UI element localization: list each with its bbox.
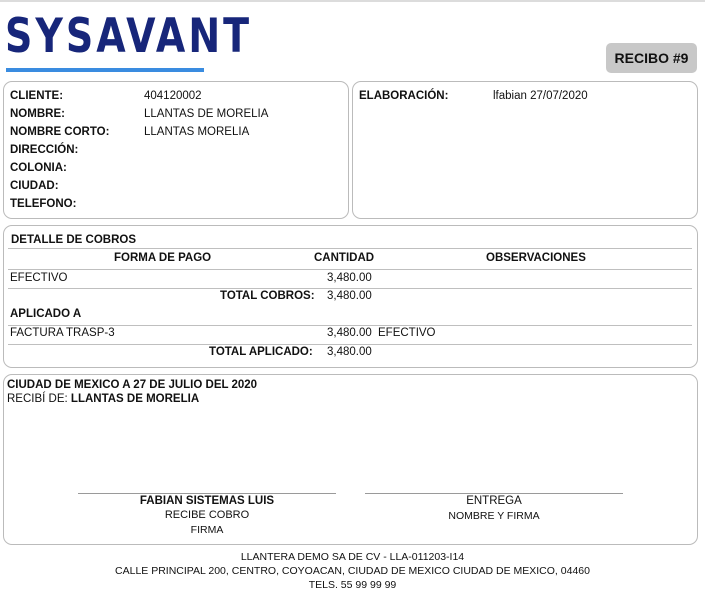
colonia-row <box>4 159 344 177</box>
nombre-row <box>4 105 344 123</box>
nombre-label: NOMBRE: <box>10 108 65 120</box>
company-logo <box>5 8 253 70</box>
signature-line-right <box>365 493 623 494</box>
detalle-title: DETALLE DE COBROS <box>11 234 137 246</box>
signature-left-role: RECIBE COBRO <box>164 509 250 521</box>
divider <box>8 248 692 249</box>
direccion-row <box>4 141 344 159</box>
cobro-cantidad: 3,480.00 <box>327 272 372 284</box>
colonia-label: COLONIA: <box>10 162 67 174</box>
ciudad-label: CIUDAD: <box>10 180 59 192</box>
top-divider <box>0 0 705 2</box>
divider <box>8 325 692 326</box>
signature-left-firma: FIRMA <box>190 524 224 536</box>
aplicado-observaciones: EFECTIVO <box>378 327 436 339</box>
divider <box>8 269 692 270</box>
payment-detail-panel <box>3 225 698 368</box>
aplicado-cantidad: 3,480.00 <box>327 327 372 339</box>
aplicado-documento: FACTURA TRASP-3 <box>10 327 115 339</box>
logo-text: SYSAVANT <box>5 8 253 64</box>
direccion-label: DIRECCIÓN: <box>10 144 79 156</box>
cliente-label: CLIENTE: <box>10 90 64 102</box>
header-cantidad: CANTIDAD <box>314 252 375 264</box>
recibi-row <box>7 393 199 405</box>
fecha-line: CIUDAD DE MEXICO A 27 DE JULIO DEL 2020 <box>7 379 258 391</box>
elaboration-panel <box>352 81 698 219</box>
signature-right-name: ENTREGA <box>466 495 522 507</box>
ciudad-row <box>4 177 344 195</box>
total-aplicado-label: TOTAL APLICADO: <box>209 346 313 358</box>
recibi-value: LLANTAS DE MORELIA <box>70 393 200 405</box>
signature-left-name: FABIAN SISTEMAS LUIS <box>139 495 275 507</box>
client-row <box>4 87 344 105</box>
divider <box>8 288 692 289</box>
footer-address: CALLE PRINCIPAL 200, CENTRO, COYOACAN, CIUDAD DE MEXICO CIUDAD DE MEXICO, 04460 <box>115 565 590 577</box>
header-forma-pago: FORMA DE PAGO <box>114 252 212 264</box>
header-observaciones: OBSERVACIONES <box>486 252 586 264</box>
elaboracion-row <box>353 87 693 105</box>
total-aplicado-value: 3,480.00 <box>327 346 372 358</box>
nombre-corto-label: NOMBRE CORTO: <box>10 126 110 138</box>
logo-underline <box>6 68 204 72</box>
recibi-label: RECIBÍ DE: <box>7 393 68 405</box>
telefono-row <box>4 195 344 213</box>
nombre-corto-value: LLANTAS MORELIA <box>144 126 250 138</box>
receipt-statement-panel <box>3 374 698 545</box>
total-cobros-value: 3,480.00 <box>327 290 372 302</box>
telefono-label: TELEFONO: <box>10 198 77 210</box>
elaboracion-value: lfabian 27/07/2020 <box>493 90 588 102</box>
nombre-value: LLANTAS DE MORELIA <box>144 108 269 120</box>
signature-right-role: NOMBRE Y FIRMA <box>448 510 540 522</box>
client-info-panel <box>3 81 349 219</box>
total-cobros-label: TOTAL COBROS: <box>220 290 315 302</box>
footer-phone: TELS. 55 99 99 99 <box>308 579 397 591</box>
nombre-corto-row <box>4 123 344 141</box>
cliente-value: 404120002 <box>144 90 202 102</box>
divider <box>8 344 692 345</box>
signature-line-left <box>78 493 336 494</box>
cobro-forma: EFECTIVO <box>10 272 68 284</box>
receipt-number-badge: RECIBO #9 <box>606 43 697 73</box>
elaboracion-label: ELABORACIÓN: <box>359 90 449 102</box>
footer-company: LLANTERA DEMO SA DE CV - LLA-011203-I14 <box>240 551 465 563</box>
aplicado-title: APLICADO A <box>10 308 82 320</box>
